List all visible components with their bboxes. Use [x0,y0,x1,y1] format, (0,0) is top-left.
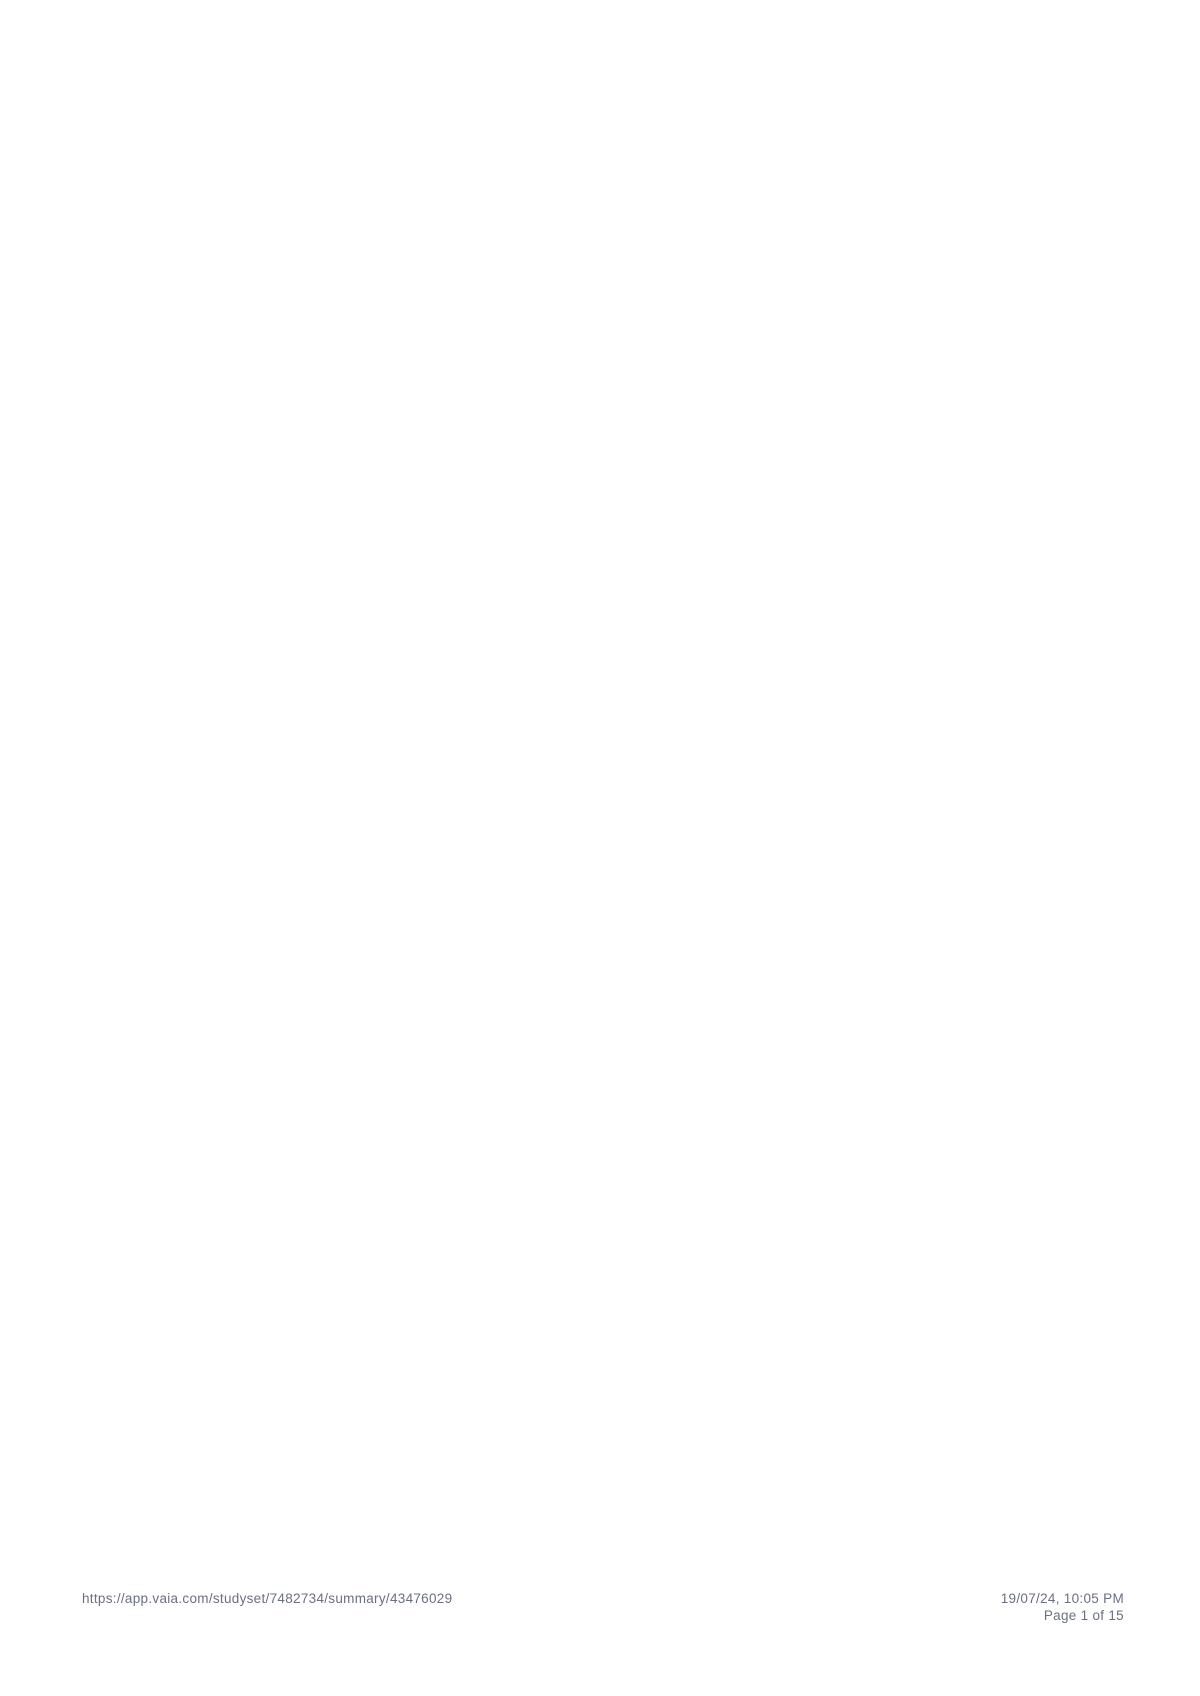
footer-meta [1001,1590,1124,1624]
footer-datetime: 19/07/24, 10:05 PM [1000,1591,1124,1606]
footer-page-number: Page 1 of 15 [1043,1608,1124,1623]
footer-url: https://app.vaia.com/studyset/7482734/summary/43476029 [82,1591,453,1606]
